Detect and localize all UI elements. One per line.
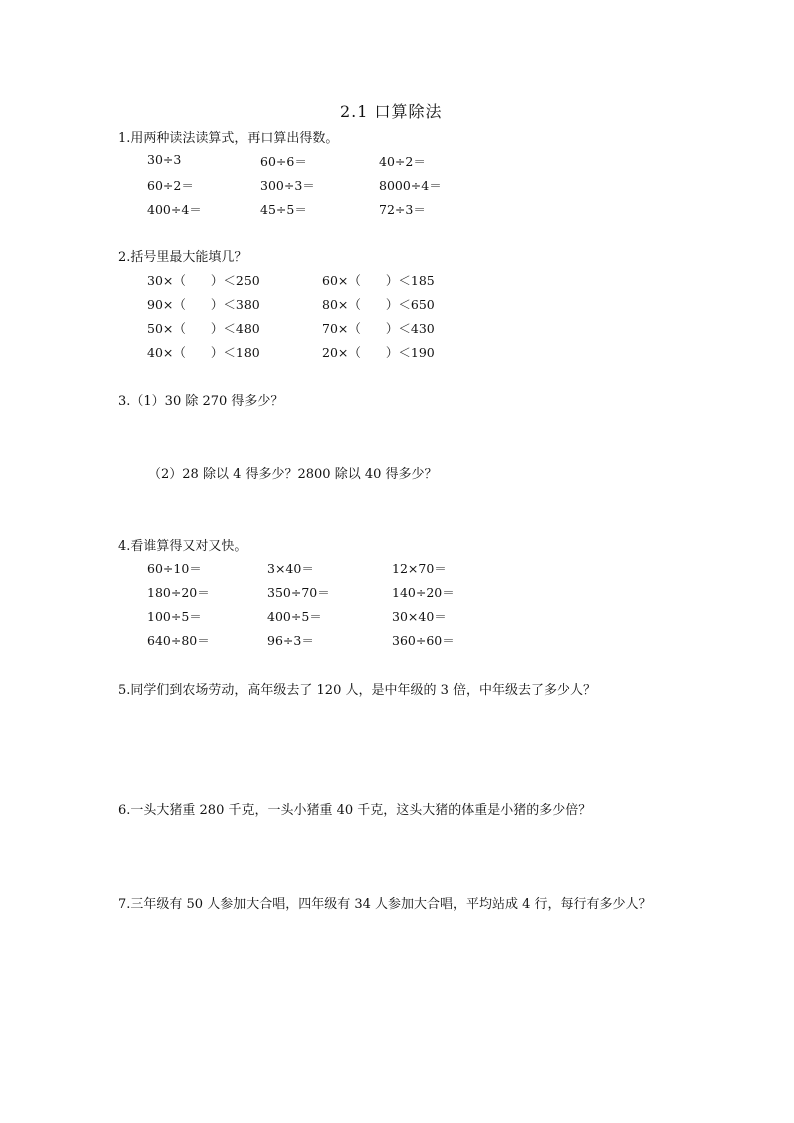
question-2-prompt: 2.括号里最大能填几？ (118, 250, 248, 265)
q4-item: 400÷5＝ (267, 609, 322, 624)
question-3-part-1: 3.（1）30 除 270 得多少？ (118, 394, 284, 409)
q2-item: 70×（ ）＜430 (322, 321, 435, 336)
q2-item: 50×（ ）＜480 (147, 321, 260, 336)
q4-item: 100÷5＝ (147, 609, 202, 624)
q4-item: 350÷70＝ (267, 585, 330, 600)
q2-item: 90×（ ）＜380 (147, 297, 260, 312)
q1-item: 45÷5＝ (260, 202, 307, 217)
question-1-prompt: 1.用两种读法读算式，再口算出得数。 (118, 131, 339, 146)
question-7: 7.三年级有 50 人参加大合唱，四年级有 34 人参加大合唱，平均站成 4 行，每行有多少人？ (118, 897, 652, 912)
q1-item: 40÷2＝ (379, 154, 426, 169)
q1-item: 300÷3＝ (260, 178, 315, 193)
question-3-part-2: （2）28 除以 4 得多少？2800 除以 40 得多少？ (148, 467, 438, 482)
q2-item: 30×（ ）＜250 (147, 273, 260, 288)
q4-item: 60÷10＝ (147, 561, 202, 576)
question-6: 6.一头大猪重 280 千克，一头小猪重 40 千克，这头大猪的体重是小猪的多少倍？ (118, 803, 592, 818)
q2-item: 40×（ ）＜180 (147, 345, 260, 360)
q4-item: 180÷20＝ (147, 585, 210, 600)
q1-item: 400÷4＝ (147, 202, 202, 217)
q4-item: 640÷80＝ (147, 633, 210, 648)
q4-item: 3×40＝ (267, 561, 314, 576)
q2-item: 60×（ ）＜185 (322, 273, 435, 288)
q1-item: 60÷6＝ (260, 154, 307, 169)
q4-item: 140÷20＝ (392, 585, 455, 600)
q1-item: 72÷3＝ (379, 202, 426, 217)
q4-item: 96÷3＝ (267, 633, 314, 648)
question-4-prompt: 4.看谁算得又对又快。 (118, 539, 248, 554)
question-5: 5.同学们到农场劳动，高年级去了 120 人，是中年级的 3 倍，中年级去了多少人？ (118, 683, 597, 698)
q4-item: 360÷60＝ (392, 633, 455, 648)
q1-item: 60÷2＝ (147, 178, 194, 193)
q2-item: 80×（ ）＜650 (322, 297, 435, 312)
q2-item: 20×（ ）＜190 (322, 345, 435, 360)
q4-item: 12×70＝ (392, 561, 447, 576)
page-title: 2.1 口算除法 (340, 102, 443, 121)
q1-item: 30÷3 (147, 152, 182, 167)
q1-item: 8000÷4＝ (379, 178, 442, 193)
q4-item: 30×40＝ (392, 609, 447, 624)
